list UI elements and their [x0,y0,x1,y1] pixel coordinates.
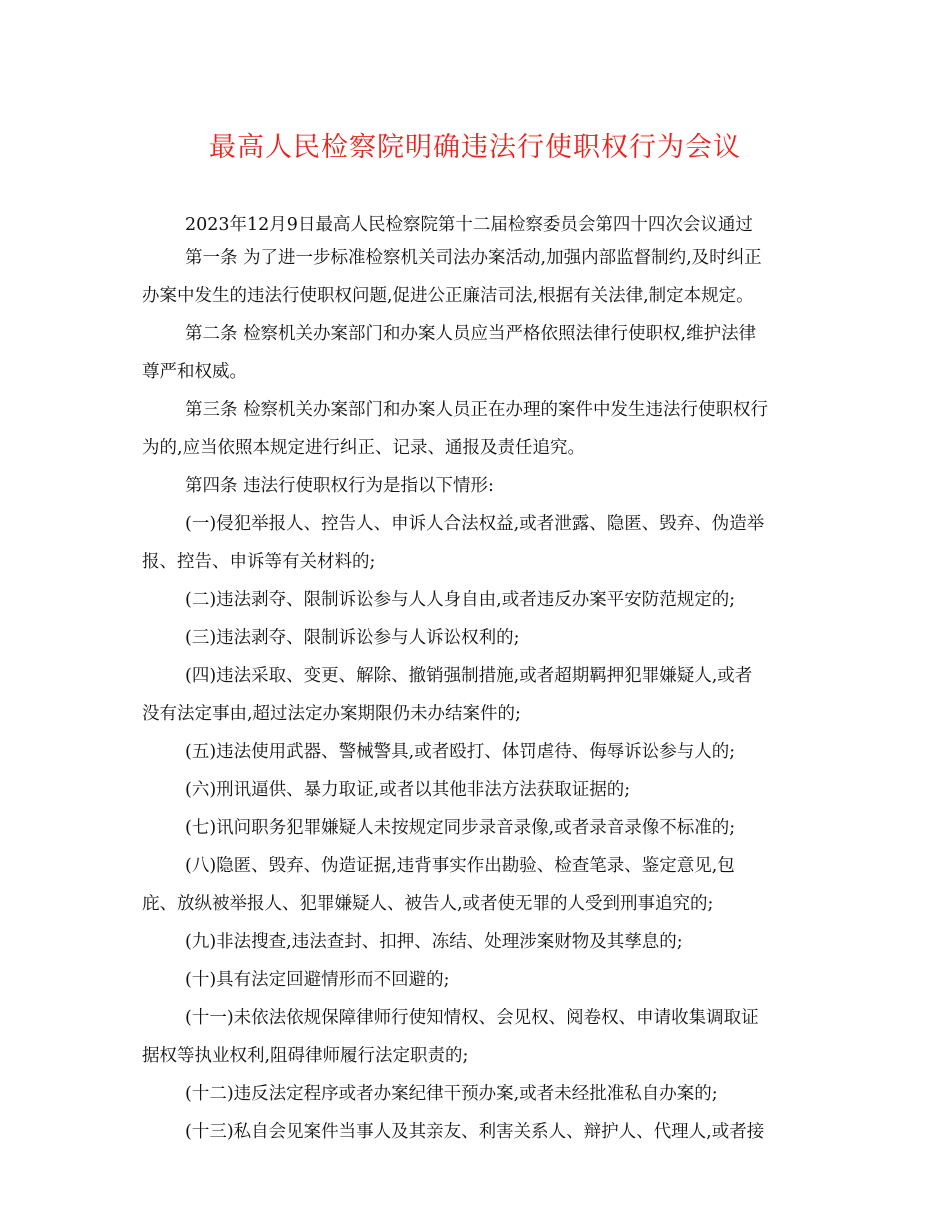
item-2-line: (二)违法剥夺、限制诉讼参与人人身自由,或者违反办案平安防范规定的; [185,590,736,610]
item-1-line-1: (一)侵犯举报人、控告人、申诉人合法权益,或者泄露、隐匿、毁弃、伪造举 [185,514,765,534]
item-5-line: (五)违法使用武器、警械警具,或者殴打、体罚虐待、侮辱诉讼参与人的; [185,742,736,762]
item-3-line: (三)违法剥夺、限制诉讼参与人诉讼权利的; [185,628,520,648]
item-11-line-2: 据权等执业权利,阻碍律师履行法定职责的; [142,1046,469,1066]
item-8-line-2: 庇、放纵被举报人、犯罪嫌疑人、被告人,或者使无罪的人受到刑事追究的; [142,894,714,914]
item-7-line: (七)讯问职务犯罪嫌疑人未按规定同步录音录像,或者录音录像不标准的; [185,818,736,838]
adoption-note: 2023年12月9日最高人民检察院第十二届检察委员会第四十四次会议通过 [185,215,753,235]
article-1-line-1: 第一条 为了进一步标准检察机关司法办案活动,加强内部监督制约,及时纠正 [185,248,762,268]
article-3-line-2: 为的,应当依照本规定进行纠正、记录、通报及责任追究。 [142,438,586,458]
item-6-line: (六)刑讯逼供、暴力取证,或者以其他非法方法获取证据的; [185,780,631,800]
item-10-line: (十)具有法定回避情形而不回避的; [185,970,450,990]
article-3-line-1: 第三条 检察机关办案部门和办案人员正在办理的案件中发生违法行使职权行 [185,400,769,420]
item-11-line-1: (十一)未依法依规保障律师行使知情权、会见权、阅卷权、申请收集调取证 [185,1008,759,1028]
item-4-line-2: 没有法定事由,超过法定办案期限仍未办结案件的; [142,704,521,724]
item-9-line: (九)非法搜查,违法查封、扣押、冻结、处理涉案财物及其孳息的; [185,932,683,952]
item-4-line-1: (四)违法采取、变更、解除、撤销强制措施,或者超期羁押犯罪嫌疑人,或者 [185,666,753,686]
article-1-line-2: 办案中发生的违法行使职权问题,促进公正廉洁司法,根据有关法律,制定本规定。 [142,286,754,306]
document-title: 最高人民检察院明确违法行使职权行为会议 [209,132,741,163]
item-12-line: (十二)违反法定程序或者办案纪律干预办案,或者未经批准私自办案的; [185,1084,718,1104]
item-1-line-2: 报、控告、申诉等有关材料的; [142,552,376,572]
item-13-line-1: (十三)私自会见案件当事人及其亲友、利害关系人、辩护人、代理人,或者接 [185,1122,765,1142]
article-4-line: 第四条 违法行使职权行为是指以下情形: [185,476,494,496]
item-8-line-1: (八)隐匿、毁弃、伪造证据,违背事实作出勘验、检查笔录、鉴定意见,包 [185,856,735,876]
article-2-line-1: 第二条 检察机关办案部门和办案人员应当严格依照法律行使职权,维护法律 [185,324,757,344]
article-2-line-2: 尊严和权威。 [142,362,247,382]
